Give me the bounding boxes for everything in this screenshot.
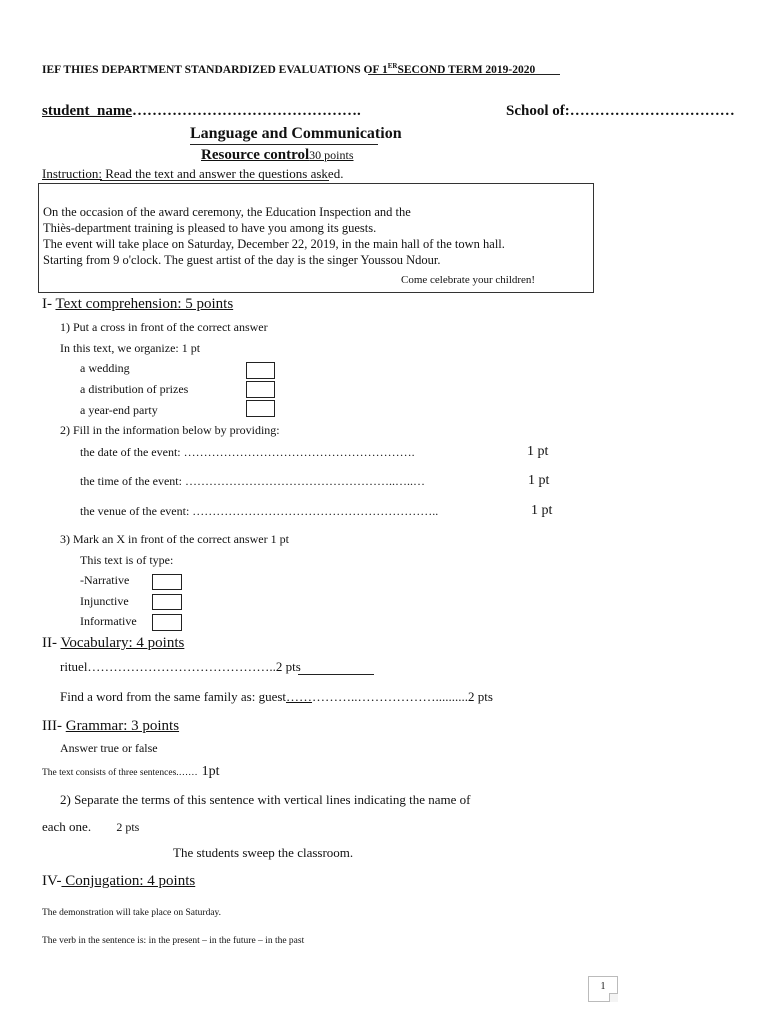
grammar-q2-pts: 2 pts: [116, 820, 140, 834]
student-line: [42, 103, 361, 120]
title-underline: [190, 144, 378, 145]
subtitle-points: 30 points: [309, 148, 354, 162]
header-rest: SECOND TERM 2019-2020: [397, 63, 536, 76]
school-dots[interactable]: ……………………………: [569, 103, 735, 119]
vocab-guest-end[interactable]: ………..………………..........2 pts: [312, 689, 493, 704]
header-underline: [368, 74, 560, 75]
checkbox-party[interactable]: [246, 400, 275, 417]
vocab-guest-line: [60, 689, 493, 705]
section2-heading: [42, 635, 184, 652]
vocab-guest-dots[interactable]: ……: [286, 689, 313, 704]
grammar-q2-cont: [42, 819, 139, 835]
instruction-text: Read the text and answer the questions asked.: [101, 166, 344, 181]
page-number: 1: [588, 976, 618, 1002]
event-date-field[interactable]: the date of the event: ………………………………………………….: [80, 445, 415, 459]
reading-passage: [38, 183, 594, 293]
option-informative: Informative: [80, 614, 137, 628]
grammar-q1-text[interactable]: The text consists of three sentences.……: [42, 768, 198, 778]
section1-heading: [42, 296, 233, 313]
student-name-label: student_name: [42, 103, 133, 119]
vocab-rituel-underline: [298, 674, 374, 675]
option-wedding: a wedding: [80, 361, 130, 375]
conjugation-sentence: The demonstration will take place on Saturday.: [42, 908, 222, 918]
instruction-underline: [100, 180, 329, 181]
checkbox-informative[interactable]: [152, 614, 182, 631]
section2-title: Vocabulary: 4 points: [60, 635, 185, 651]
section1-q1: 1) Put a cross in front of the correct answer: [60, 320, 268, 334]
section1-title: Text comprehension: 5 points: [55, 296, 234, 312]
passage-closing: Come celebrate your children!: [401, 274, 536, 286]
section3-title: Grammar: 3 points: [65, 718, 180, 734]
subtitle: [201, 146, 354, 164]
option-injunctive: Injunctive: [80, 594, 129, 608]
section1-q3: 3) Mark an X in front of the correct answer 1 pt: [60, 532, 289, 546]
student-name-dots[interactable]: ……………………………………….: [132, 103, 361, 119]
header-main: IEF THIES DEPARTMENT STANDARDIZED EVALUATIONS OF 1: [42, 63, 388, 76]
section1-prefix: I-: [42, 296, 56, 312]
section2-prefix: II-: [42, 635, 61, 651]
vocab-guest-text: Find a word from the same family as: guest: [60, 689, 287, 704]
event-time-field[interactable]: the time of the event: ……………………………………………..…..…: [80, 474, 425, 488]
checkbox-prizes[interactable]: [246, 381, 275, 398]
section4-title: Conjugation: 4 points: [61, 873, 196, 889]
event-time-pts: 1 pt: [528, 473, 550, 488]
vocab-rituel-field[interactable]: rituel……………………………………..2 pts: [60, 659, 301, 674]
option-prizes: a distribution of prizes: [80, 382, 189, 396]
grammar-q2: 2) Separate the terms of this sentence with vertical lines indicating the name of: [60, 792, 471, 807]
school-line: [506, 103, 735, 120]
checkbox-injunctive[interactable]: [152, 594, 182, 610]
section1-q1-intro: In this text, we organize: 1 pt: [60, 341, 201, 355]
checkbox-narrative[interactable]: [152, 574, 182, 590]
section4-heading: [42, 873, 195, 890]
grammar-sentence: The students sweep the classroom.: [173, 845, 354, 860]
school-label: School of:: [506, 103, 570, 119]
passage-line: The event will take place on Saturday, December 22, 2019, in the main hall of the town hall.: [43, 237, 505, 251]
section1-q2: 2) Fill in the information below by providing:: [60, 423, 280, 437]
conjugation-question: The verb in the sentence is: in the present – in the future – in the past: [42, 936, 305, 946]
section3-heading: [42, 718, 179, 735]
passage-line: Thiès-department training is pleased to have you among its guests.: [43, 221, 377, 235]
event-venue-field[interactable]: the venue of the event: ……………………………………………………..: [80, 504, 439, 518]
section3-prefix: III-: [42, 718, 66, 734]
option-narrative: -Narrative: [80, 573, 130, 587]
grammar-answer-tf: Answer true or false: [60, 741, 158, 755]
passage-line: Starting from 9 o'clock. The guest artist of the day is the singer Youssou Ndour.: [43, 253, 441, 267]
section1-q3-intro: This text is of type:: [80, 553, 174, 567]
event-venue-pts: 1 pt: [531, 503, 553, 518]
passage-line: On the occasion of the award ceremony, the Education Inspection and the: [43, 205, 411, 219]
event-date-pts: 1 pt: [527, 444, 549, 459]
page-title: Language and Communication: [190, 125, 402, 142]
grammar-q1: [42, 762, 220, 780]
header-sup: ER: [387, 62, 398, 70]
grammar-q1-pts: 1pt: [201, 764, 220, 779]
subtitle-bold: Resource control: [201, 147, 310, 163]
instruction-label: Instruction:: [42, 166, 102, 181]
checkbox-wedding[interactable]: [246, 362, 275, 379]
grammar-q2-cont-text: each one.: [42, 819, 92, 834]
option-party: a year-end party: [80, 403, 158, 417]
section4-prefix: IV-: [42, 873, 62, 889]
